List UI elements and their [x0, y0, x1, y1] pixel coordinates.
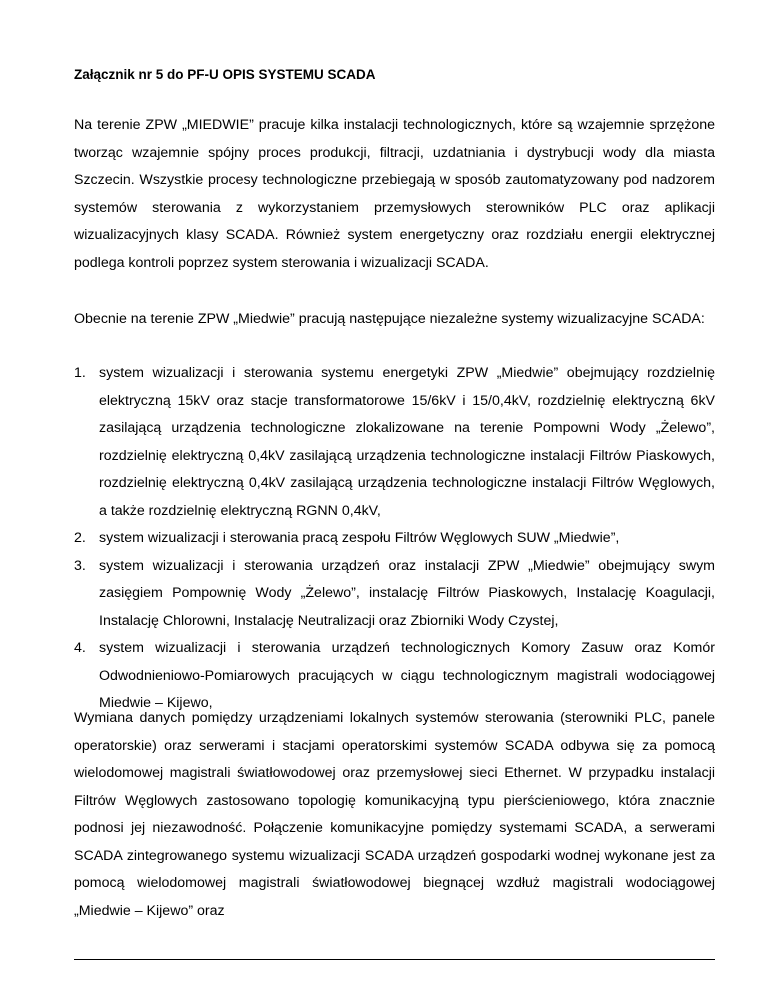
scada-systems-list [74, 360, 715, 718]
paragraph-data-exchange: Wymiana danych pomiędzy urządzeniami lokalnych systemów sterowania (sterowniki PLC, panele operatorskie) oraz serwerami i stacjami operatorskimi systemów SCADA odbywa się za pomocą wielodomowej magistrali światłowodowej oraz przemysłowej sieci Ethernet. W przypadku instalacji Filtrów Węglowych zastosowano topologię komunikacyjną typu pierścieniowego, która znacznie podnosi jej niezawodność. Połączenie komunikacyjne pomiędzy systemami SCADA, a serwerami SCADA zintegrowanego systemu wizualizacji SCADA urządzeń gospodarki wodnej wykonane jest za pomocą wielodomowej magistrali światłowodowej biegnącej wzdłuż magistrali wodociągowej „Miedwie – Kijewo” oraz [74, 710, 715, 919]
list-item [74, 525, 715, 553]
list-item-text: system wizualizacji i sterowania systemu energetyki ZPW „Miedwie” obejmujący rozdzielnię elektryczną 15kV oraz stacje transformatorowe 15/6kV i 15/0,4kV, rozdzielnię elektryczną 6kV zasilającą urządzenia technologiczne zlokalizowane na terenie Pompowni Wody „Żelewo”, rozdzielnię elektryczną 0,4kV zasilającą urządzenia technologiczne instalacji Filtrów Piaskowych, rozdzielnię elektryczną 0,4kV zasilającą urządzenia technologiczne instalacji Filtrów Węglowych, a także rozdzielnię elektryczną RGNN 0,4kV, [99, 365, 715, 519]
list-item-text: system wizualizacji i sterowania pracą zespołu Filtrów Węglowych SUW „Miedwie”, [99, 530, 620, 546]
paragraph-systems-intro: Obecnie na terenie ZPW „Miedwie” pracują następujące niezależne systemy wizualizacyjne SCADA: [74, 311, 705, 327]
list-item-number: 1. [74, 365, 86, 381]
list-item-text: system wizualizacji i sterowania urządzeń technologicznych Komory Zasuw oraz Komór Odwodnieniowo-Pomiarowych pracujących w ciągu technologicznym magistrali wodociągowej Miedwie – Kijewo, [99, 640, 715, 711]
list-item-number: 2. [74, 530, 86, 546]
list-item-number: 4. [74, 640, 86, 656]
list-item [74, 360, 715, 525]
list-item-text: system wizualizacji i sterowania urządzeń oraz instalacji ZPW „Miedwie” obejmujący swym zasięgiem Pompownię Wody „Żelewo”, instalację Filtrów Piaskowych, Instalację Koagulacji, Instalację Chlorowni, Instalację Neutralizacji oraz Zbiorniki Wody Czystej, [99, 557, 715, 629]
document-heading: Załącznik nr 5 do PF-U OPIS SYSTEMU SCADA [74, 67, 376, 82]
list-item [74, 553, 715, 636]
paragraph-intro: Na terenie ZPW „MIEDWIE” pracuje kilka instalacji technologicznych, które są wzajemnie sprzężone tworząc wzajemnie spójny proces produkcji, filtracji, uzdatniania i dystrybucji wody dla miasta Szczecin. Wszystkie procesy technologiczne przebiegają w sposób zautomatyzowany pod nadzorem systemów sterowania z wykorzystaniem przemysłowych sterowników PLC oraz aplikacji wizualizacyjnych klasy SCADA. Również system energetyczny oraz rozdziału energii elektrycznej podlega kontroli poprzez system sterowania i wizualizacji SCADA. [74, 117, 715, 271]
footer-divider [74, 959, 715, 960]
list-item-number: 3. [74, 557, 86, 574]
